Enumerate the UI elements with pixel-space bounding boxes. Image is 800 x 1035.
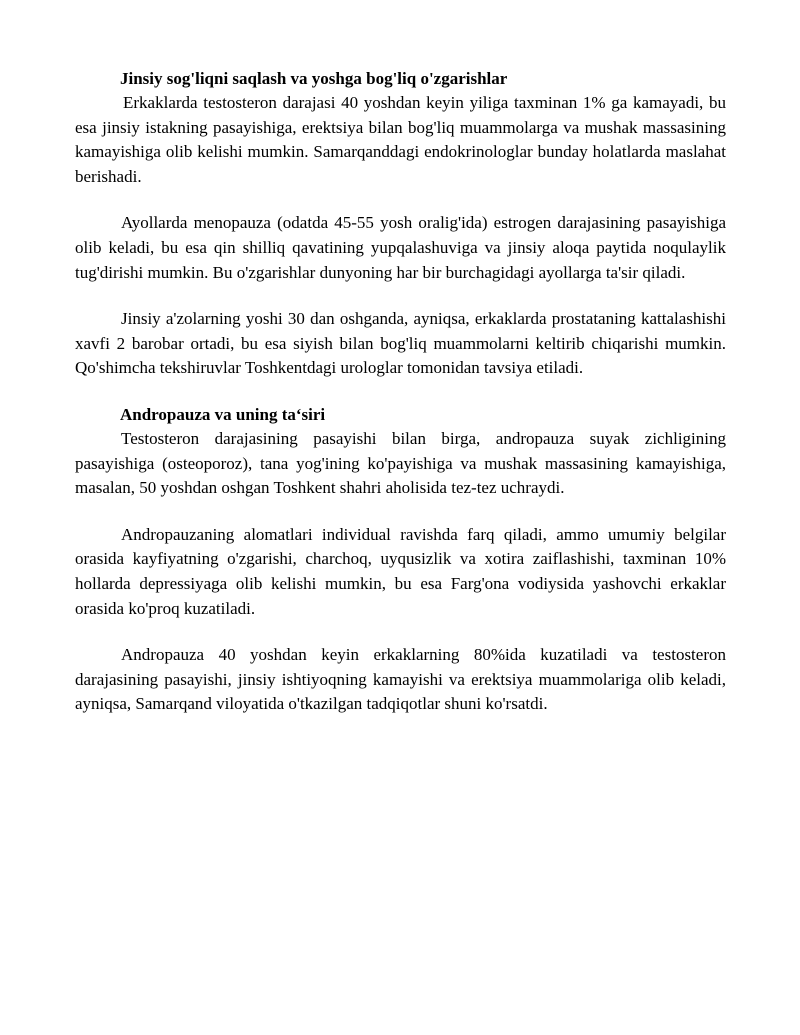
paragraph: Erkaklarda testosteron darajasi 40 yoshdan keyin yiliga taxminan 1% ga kamayadi, bu esa jinsiy istakning pasayishiga, erektsiya bilan bog'liq muammolarga va mushak massasining kamayishiga olib kelishi mumkin. Samarqanddagi endokrinologlar bunday holatlarda maslahat berishadi. bbox=[75, 93, 726, 186]
paragraph: Ayollarda menopauza (odatda 45-55 yosh oralig'ida) estrogen darajasining pasayishiga olib keladi, bu esa qin shilliq qavatining yupqalashuviga va jinsiy aloqa paytida noqulaylik tug'dirishi mumkin. Bu o'zgarishlar dunyoning har bir burchagidagi ayollarga ta'sir qiladi. bbox=[75, 213, 726, 282]
paragraph-spacer bbox=[75, 501, 726, 523]
section-spacer bbox=[75, 381, 726, 403]
section-heading: Jinsiy sog'liqni saqlash va yoshga bog'liq o'zgarishlar bbox=[120, 69, 508, 88]
paragraph-spacer bbox=[75, 189, 726, 211]
document-page bbox=[75, 67, 726, 717]
paragraph: Testosteron darajasining pasayishi bilan birga, andropauza suyak zichligining pasayishiga (osteoporoz), tana yog'ining ko'payishiga va mushak massasining kamayishiga, masalan, 50 yoshdan oshgan Toshkent shahri aholisida tez-tez uchraydi. bbox=[75, 428, 726, 498]
paragraph-spacer bbox=[75, 285, 726, 307]
section-heading: Andropauza va uning taʻsiri bbox=[120, 404, 326, 424]
paragraph: Jinsiy a'zolarning yoshi 30 dan oshganda, ayniqsa, erkaklarda prostataning kattalashishi xavfi 2 barobar ortadi, bu esa siyish bilan bog'liq muammolarni keltirib chiqarishi mumkin. Qo'shimcha tekshiruvlar Toshkentdagi urologlar tomonidan tavsiya etiladi. bbox=[75, 309, 726, 378]
paragraph-spacer bbox=[75, 621, 726, 643]
paragraph: Andropauza 40 yoshdan keyin erkaklarning 80%ida kuzatiladi va testosteron darajasining pasayishi, jinsiy ishtiyoqning kamayishi va erektsiya muammolariga olib keladi, ayniqsa, Samarqand viloyatida o'tkazilgan tadqiqotlar shuni ko'rsatdi. bbox=[75, 645, 726, 714]
paragraph: Andropauzaning alomatlari individual ravishda farq qiladi, ammo umumiy belgilar orasida kayfiyatning o'zgarishi, charchoq, uyqusizlik va xotira zaiflashishi, taxminan 10% hollarda depressiyaga olib kelishi mumkin, bu esa Farg'ona vodiysida yashovchi erkaklar orasida ko'proq kuzatiladi. bbox=[75, 524, 726, 618]
